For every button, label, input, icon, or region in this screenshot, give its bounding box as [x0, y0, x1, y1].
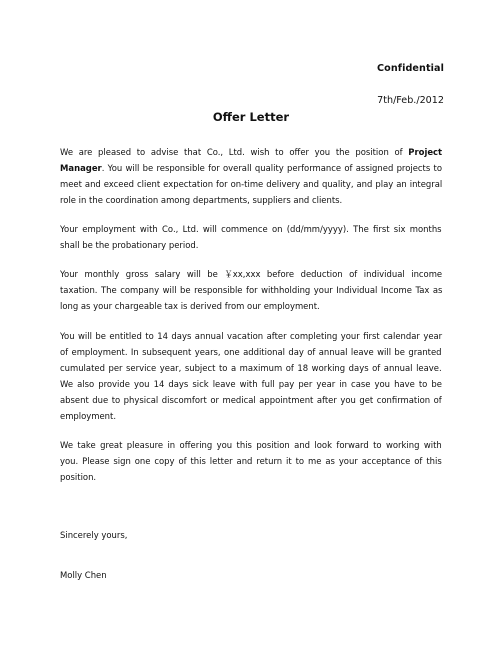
paragraph-salary — [60, 266, 442, 314]
paragraph-leave — [60, 328, 442, 424]
text-line: We also provide you 14 days sick leave with full pay per year in case you have to be — [60, 379, 442, 389]
text-line: absent due to physical discomfort or medical appointment after you get confirmation of — [60, 395, 442, 405]
text-line: shall be the probationary period. — [60, 240, 199, 250]
paragraph-acceptance — [60, 437, 442, 485]
text-line: role in the coordination among departments, suppliers and clients. — [60, 195, 343, 205]
text-line: We are pleased to advise that Co., Ltd. wish to offer you the position of Project — [60, 147, 443, 157]
text-line: You will be entitled to 14 days annual vacation after completing your first calendar year — [60, 331, 443, 341]
text-line: Manager. You will be responsible for overall quality performance of assigned projects to — [60, 163, 442, 173]
text-line: long as your chargeable tax is derived from our employment. — [60, 301, 320, 311]
text-line: taxation. The company will be responsible for withholding your Individual Income Tax as — [60, 285, 443, 295]
text-line: meet and exceed client expectation for on-time delivery and quality, and play an integral — [60, 179, 443, 189]
text-line: Your monthly gross salary will be ￥xx,xxx before deduction of individual income — [60, 269, 443, 279]
letter-date: 7th/Feb./2012 — [377, 95, 444, 106]
text-line: employment. — [60, 411, 117, 421]
text-line: Your employment with Co., Ltd. will commence on (dd/mm/yyyy). The first six months — [60, 224, 442, 234]
paragraph-position — [60, 144, 442, 208]
text-line: cumulated per service year, subject to a maximum of 18 working days of annual leave. — [60, 363, 442, 373]
letter-title: Offer Letter — [212, 110, 290, 124]
text-line: you. Please sign one copy of this letter and return it to me as your acceptance of this — [60, 456, 442, 466]
text-line: of employment. In subsequent years, one additional day of annual leave will be granted — [60, 347, 442, 357]
text-line: position. — [60, 472, 97, 482]
confidential-label: Confidential — [377, 63, 444, 74]
closing-salutation: Sincerely yours, — [60, 530, 128, 540]
text-line: We take great pleasure in offering you this position and look forward to working with — [60, 440, 442, 450]
signature-name: Molly Chen — [60, 570, 107, 580]
paragraph-employment — [60, 221, 442, 253]
